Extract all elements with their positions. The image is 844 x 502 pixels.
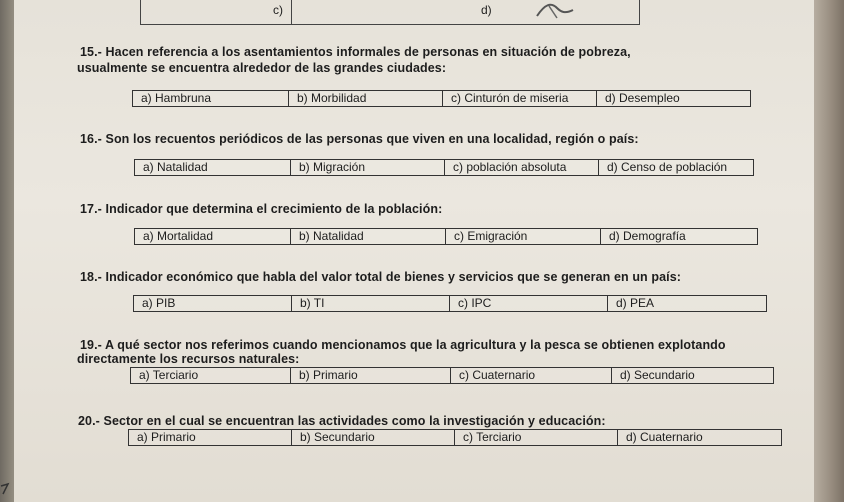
question-16-options xyxy=(134,159,754,176)
question-15-option-b[interactable]: b) Morbilidad xyxy=(289,91,443,106)
question-17-text-line1: 17.- Indicador que determina el crecimiento de la población: xyxy=(80,202,443,216)
question-20-options xyxy=(128,429,782,446)
question-20-option-d[interactable]: d) Cuaternario xyxy=(626,430,703,444)
question-15 xyxy=(77,44,631,76)
question-15-option-c[interactable]: c) Cinturón de miseria xyxy=(443,91,597,106)
question-15-options xyxy=(132,90,751,107)
ink-mark-icon xyxy=(0,482,10,502)
option-c-label: c) xyxy=(273,3,283,17)
question-18-option-c[interactable]: c) IPC xyxy=(450,296,608,311)
question-18-text-line1: 18.- Indicador económico que habla del valor total de bienes y servicios que se generan en un país: xyxy=(80,270,682,284)
question-18-option-d[interactable]: d) PEA xyxy=(616,296,655,310)
question-20-text-line1: 20.- Sector en el cual se encuentran las actividades como la investigación y educación: xyxy=(78,414,606,428)
question-16-option-a[interactable]: a) Natalidad xyxy=(135,160,291,175)
question-16-option-d[interactable]: d) Censo de población xyxy=(607,160,728,174)
question-19-text-line1: 19.- A qué sector nos referimos cuando mencionamos que la agricultura y la pesca se obtienen explotando xyxy=(80,338,726,352)
question-17-option-c[interactable]: c) Emigración xyxy=(446,229,601,244)
question-19 xyxy=(77,337,726,366)
question-17-option-a[interactable]: a) Mortalidad xyxy=(135,229,291,244)
question-19-option-a[interactable]: a) Terciario xyxy=(131,368,291,383)
question-18-options xyxy=(133,295,767,312)
question-19-text-line2: directamente los recursos naturales: xyxy=(77,352,300,366)
question-19-option-d[interactable]: d) Secundario xyxy=(620,368,695,382)
question-15-text-line1: 15.- Hacen referencia a los asentamientos informales de personas en situación de pobreza, xyxy=(80,45,631,59)
question-18-option-a[interactable]: a) PIB xyxy=(134,296,292,311)
question-17-options xyxy=(134,228,758,245)
question-19-option-c[interactable]: c) Cuaternario xyxy=(451,368,612,383)
question-17-option-b[interactable]: b) Natalidad xyxy=(291,229,446,244)
question-20 xyxy=(78,413,606,429)
question-19-options xyxy=(130,367,774,384)
question-19-option-b[interactable]: b) Primario xyxy=(291,368,451,383)
drawing-icon xyxy=(535,0,575,20)
question-16-option-b[interactable]: b) Migración xyxy=(291,160,445,175)
question-15-option-d[interactable]: d) Desempleo xyxy=(605,91,680,105)
row-divider xyxy=(291,0,292,24)
question-20-option-c[interactable]: c) Terciario xyxy=(455,430,618,445)
option-d-label: d) xyxy=(481,3,492,17)
question-18-option-b[interactable]: b) TI xyxy=(292,296,450,311)
question-20-option-a[interactable]: a) Primario xyxy=(129,430,292,445)
question-17-option-d[interactable]: d) Demografía xyxy=(609,229,686,243)
question-15-option-a[interactable]: a) Hambruna xyxy=(133,91,289,106)
question-16-option-c[interactable]: c) población absoluta xyxy=(445,160,599,175)
question-18 xyxy=(80,269,681,285)
question-20-option-b[interactable]: b) Secundario xyxy=(292,430,455,445)
question-17 xyxy=(80,201,442,217)
question-15-text-line2: usualmente se encuentra alrededor de las grandes ciudades: xyxy=(77,61,447,75)
question-16-text-line1: 16.- Son los recuentos periódicos de las personas que viven en una localidad, región o país: xyxy=(80,132,639,146)
question-16 xyxy=(80,131,639,147)
